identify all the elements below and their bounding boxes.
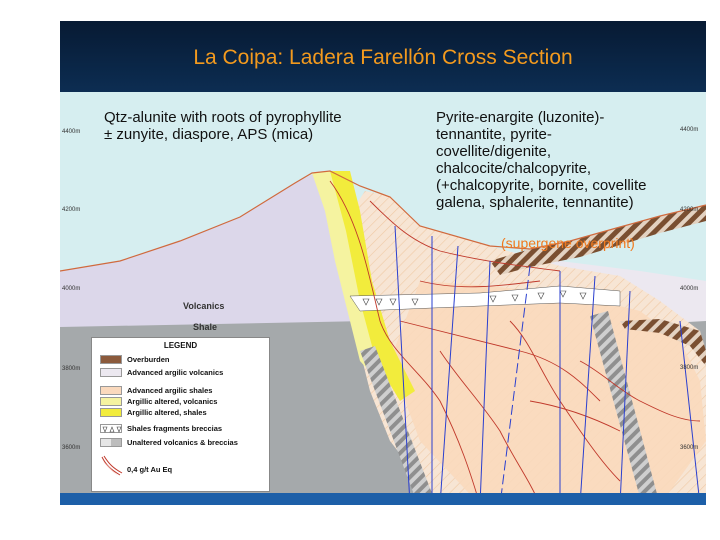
legend-label: Advanced argilic shales <box>127 386 213 395</box>
note-right-line: covellite/digenite, <box>436 143 552 160</box>
supergene-note: (supergene overprint) <box>501 235 635 251</box>
legend-label: Argillic altered, volcanics <box>127 397 218 406</box>
legend-swatch <box>100 386 122 395</box>
legend-label: Overburden <box>127 355 170 364</box>
legend-label: Advanced argilic volcanics <box>127 368 224 377</box>
legend-swatch <box>100 355 122 364</box>
legend-label: Shales fragments breccias <box>127 424 223 433</box>
elevation-left: 3600m <box>62 445 81 451</box>
note-left-line: Qtz-alunite with roots of pyrophyllite <box>104 109 342 126</box>
note-right-line: (+chalcopyrite, bornite, covellite <box>436 177 647 194</box>
legend-label: Unaltered volcanics & breccias <box>127 438 238 447</box>
volcanics-label: Volcanics <box>183 301 225 311</box>
legend-swatch-breccia <box>100 424 122 433</box>
note-left <box>104 109 342 143</box>
legend-swatch <box>100 408 122 417</box>
elevation-right: 4200m <box>680 207 699 213</box>
note-right-line: chalcocite/chalcopyrite, <box>436 160 592 177</box>
legend-title: LEGEND <box>163 341 198 350</box>
elevation-left: 4000m <box>62 286 81 292</box>
title-bar <box>60 21 706 92</box>
note-right-line: galena, sphalerite, tennantite) <box>436 194 634 211</box>
legend <box>91 337 270 492</box>
note-right <box>436 109 647 211</box>
elevation-right: 4400m <box>680 127 699 133</box>
grade-contour-icon <box>100 455 124 477</box>
elevation-right: 3600m <box>680 445 699 451</box>
breccia-triangles-icon <box>101 425 123 434</box>
legend-label: Argillic altered, shales <box>127 408 207 417</box>
elevation-right: 4000m <box>680 286 699 292</box>
legend-label: 0,4 g/t Au Eq <box>127 465 173 474</box>
note-left-line: ± zunyite, diaspore, APS (mica) <box>104 126 314 143</box>
slide-title: La Coipa: Ladera Farellón Cross Section <box>193 46 573 69</box>
legend-swatch <box>100 438 122 447</box>
legend-swatch <box>100 368 122 377</box>
note-right-line: Pyrite-enargite (luzonite)- <box>436 109 605 126</box>
note-right-line: tennantite, pyrite- <box>436 126 552 143</box>
shale-label: Shale <box>193 322 218 332</box>
bottom-band <box>60 493 706 505</box>
elevation-left: 4400m <box>62 129 81 135</box>
legend-swatch <box>100 397 122 406</box>
elevation-left: 3800m <box>62 366 81 372</box>
elevation-left: 4200m <box>62 207 81 213</box>
slide <box>60 21 706 505</box>
elevation-right: 3800m <box>680 365 699 371</box>
